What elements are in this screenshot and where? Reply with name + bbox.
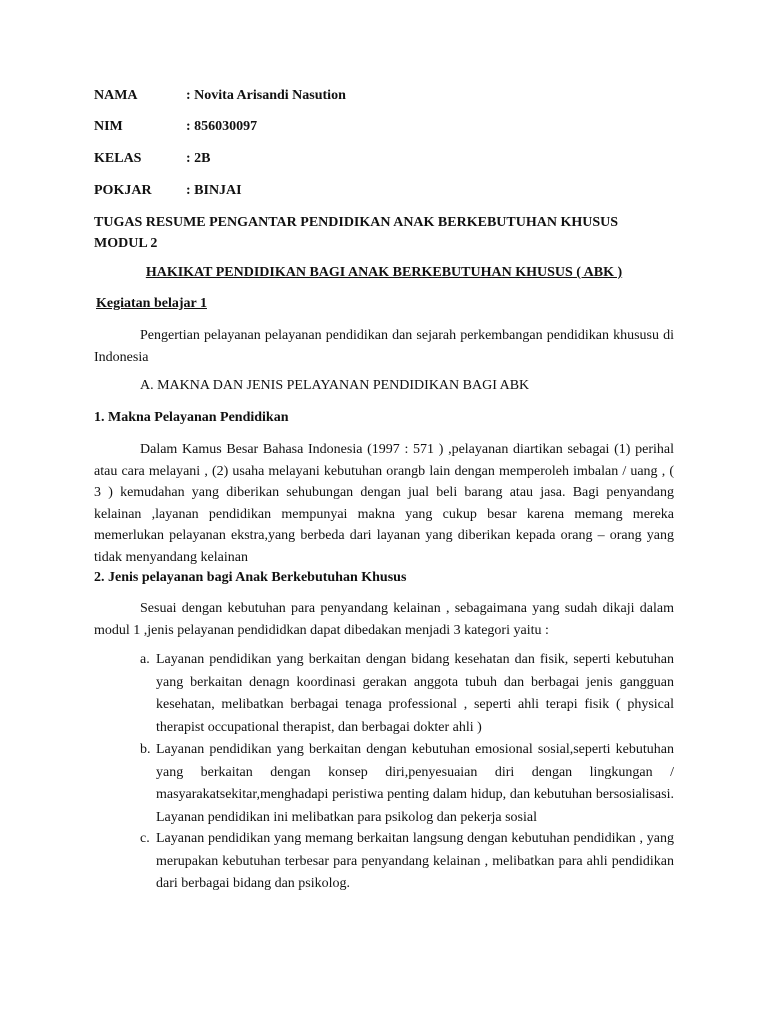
- identity-label: KELAS: [94, 151, 142, 166]
- subsection-1-heading: 1. Makna Pelayanan Pendidikan: [94, 410, 289, 425]
- identity-label: NIM: [94, 119, 123, 134]
- list-marker: c.: [140, 831, 150, 846]
- subsection-2-heading: 2. Jenis pelayanan bagi Anak Berkebutuhan Khusus: [94, 570, 407, 585]
- identity-row-pokjar: [94, 183, 242, 199]
- list-marker: b.: [140, 742, 151, 757]
- section-a-heading: A. MAKNA DAN JENIS PELAYANAN PENDIDIKAN BAGI ABK: [140, 378, 530, 393]
- assignment-title-text: TUGAS RESUME PENGANTAR PENDIDIKAN ANAK BERKEBUTUHAN KHUSUS: [94, 215, 619, 230]
- identity-label: NAMA: [94, 88, 138, 103]
- list-text: Layanan pendidikan yang memang berkaitan langsung dengan kebutuhan pendidikan , yang merupakan kebutuhan terbesar para penyandang kelainan , melibatkan para ahli pendidikan dari berbagai bidang dan psikolog.: [156, 831, 674, 891]
- main-heading: HAKIKAT PENDIDIKAN BAGI ANAK BERKEBUTUHAN KHUSUS ( ABK ): [145, 265, 623, 280]
- identity-row-kelas: [94, 151, 211, 167]
- identity-value: : BINJAI: [186, 183, 242, 198]
- list-item-b: [140, 739, 674, 829]
- identity-row-nama: [94, 88, 346, 104]
- identity-value: : Novita Arisandi Nasution: [186, 88, 346, 103]
- activity-heading: Kegiatan belajar 1: [96, 296, 207, 311]
- identity-label: POKJAR: [94, 183, 152, 198]
- intro-paragraph: Pengertian pelayanan pelayanan pendidikan dan sejarah perkembangan pendidikan khususu di Indonesia: [94, 328, 674, 365]
- subsection-2-paragraph: Sesuai dengan kebutuhan para penyandang kelainan , sebagaimana yang sudah dikaji dalam modul 1 ,jenis pelayanan pendididkan dapat dibedakan menjadi 3 kategori yaitu :: [94, 601, 674, 638]
- identity-value: : 856030097: [186, 119, 258, 134]
- identity-row-nim: [94, 119, 257, 135]
- list-item-a: [140, 649, 674, 739]
- list-text: Layanan pendidikan yang berkaitan dengan bidang kesehatan dan fisik, seperti kebutuhan yang berkaitan denagn koordinasi gerakan anggota tubuh dan berbagai jenis gangguan kesehatan, melibatkan berbagai tenaga professional , seperti ahli terapi fisik ( physical therapist occupational therapist, dan berbagai dokter ahli ): [156, 652, 674, 735]
- list-item-c: [140, 828, 674, 896]
- list-marker: a.: [140, 652, 150, 667]
- module-label: MODUL 2: [94, 236, 158, 251]
- list-text: Layanan pendidikan yang berkaitan dengan kebutuhan emosional sosial,seperti kebutuhan yang berkaitan dengan konsep diri,penyesuaian diri dengan lingkungan / masyarakatsekitar,menghadapi peristiwa penting dalam hidup, dan kebutuhan bersosialisasi. Layanan pendidikan ini melibatkan para psikolog dan pekerja sosial: [156, 742, 674, 825]
- identity-value: : 2B: [186, 151, 211, 166]
- subsection-1-paragraph: Dalam Kamus Besar Bahasa Indonesia (1997 : 571 ) ,pelayanan diartikan sebagai (1) perihal atau cara melayani , (2) usaha melayani kebutuhan orangb lain dengan memperoleh imbalan / uang , ( 3 ) kemudahan yang diberikan sehubungan dengan jual beli barang atau jasa. Bagi penyandang kelainan ,layanan pendidikan mempunyai makna yang cukup besar karena memang mereka memerlukan pelayanan ekstra,yang berbeda dari layanan yang diberikan kepada orang – orang yang tidak menyandang kelainan: [94, 442, 674, 565]
- assignment-title: [94, 212, 618, 254]
